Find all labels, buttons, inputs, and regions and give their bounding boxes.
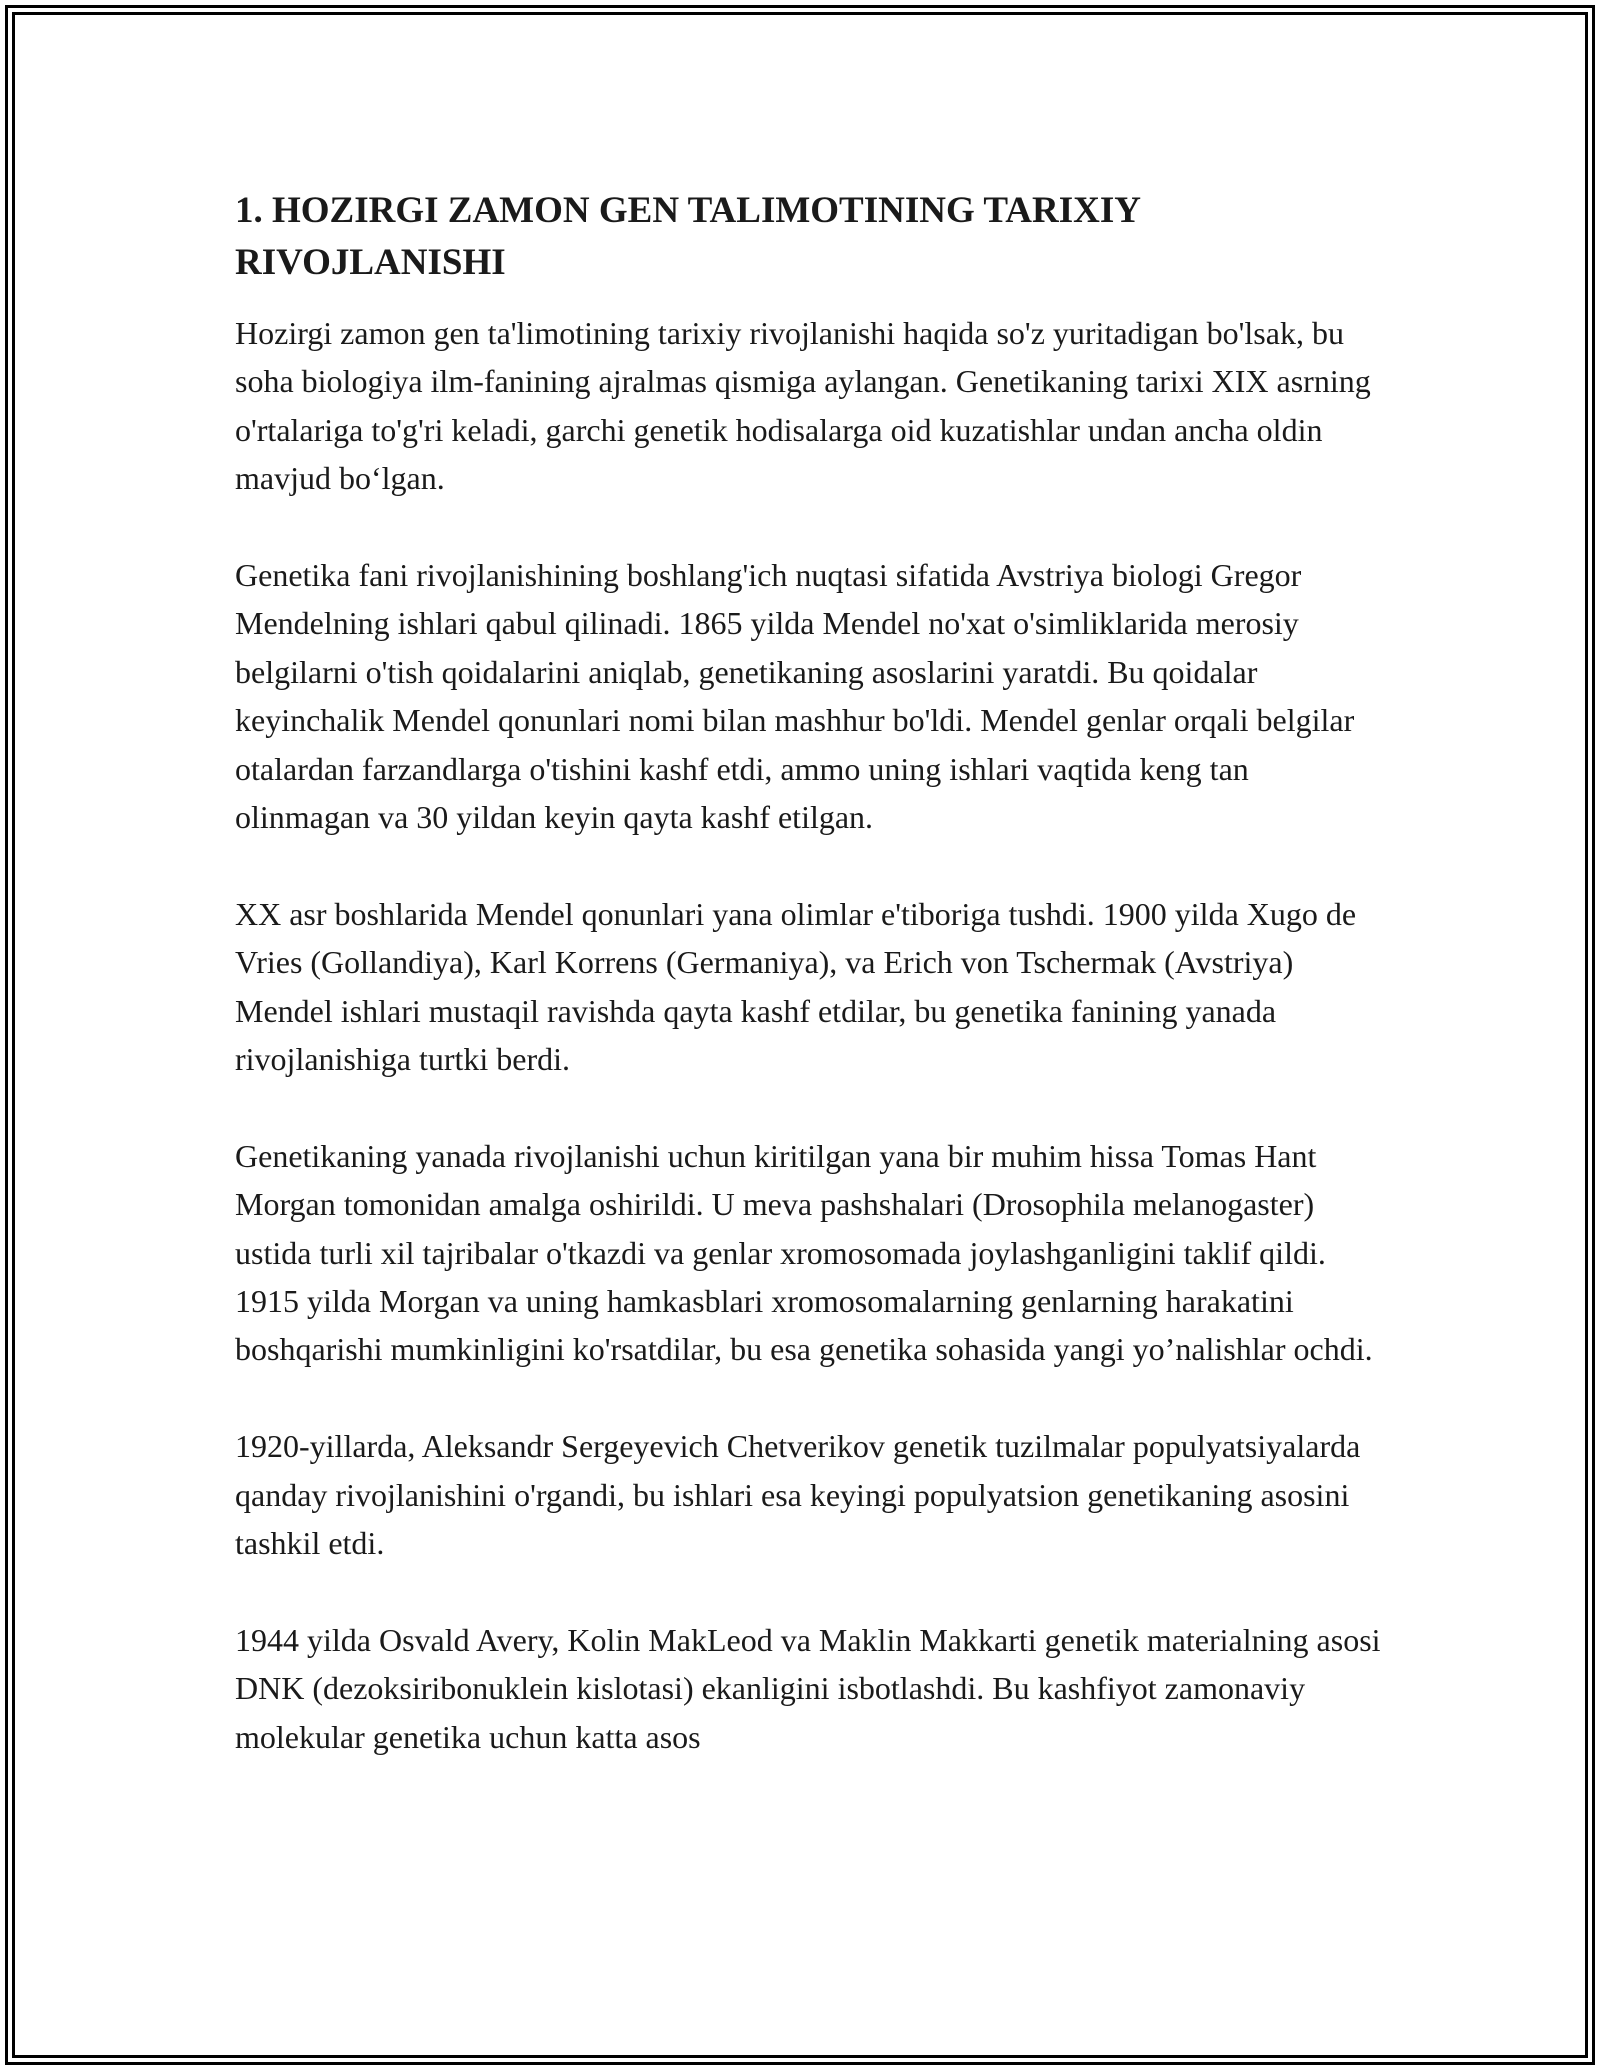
paragraph-6: 1944 yilda Osvald Avery, Kolin MakLeod va Maklin Makkarti genetik materialning asosi DNK (dezoksiribonuklein kislotasi) ekanligini isbotlashdi. Bu kashfiyot zamonaviy molekular genetika uchun katta asos [235, 1621, 1381, 1755]
paragraph-5: 1920-yillarda, Aleksandr Sergeyevich Chetverikov genetik tuzilmalar populyatsiyalarda qanday rivojlanishini o'rgandi, bu ishlari esa keyingi populyatsion genetikaning asosini tashkil etdi. [235, 1428, 1361, 1562]
paragraph-2: Genetika fani rivojlanishining boshlang'ich nuqtasi sifatida Avstriya biologi Gregor Mendelning ishlari qabul qilinadi. 1865 yilda Mendel no'xat o'simliklarida merosiy belgilarni o'tish qoidalarini aniqlab, genetikaning asoslarini yaratdi. Bu qoidalar keyinchalik Mendel qonunlari nomi bilan mashhur bo'ldi. Mendel genlar orqali belgilar otalardan farzandlarga o'tishini kashf etdi, ammo uning ishlari vaqtida keng tan olinmagan va 30 yildan keyin qayta kashf etilgan. [235, 557, 1355, 836]
document-title: 1. HOZIRGI ZAMON GEN TALIMOTINING TARIXIY RIVOJLANISHI [235, 190, 1140, 283]
paragraph-4: Genetikaning yanada rivojlanishi uchun kiritilgan yana bir muhim hissa Tomas Hant Morgan tomonidan amalga oshirildi. U meva pashshalari (Drosophila melanogaster) ustida turli xil tajribalar o'tkazdi va genlar xromosomada joylashganligini taklif qildi. 1915 yilda Morgan va uning hamkasblari xromosomalarning genlarning harakatini boshqarishi mumkinligini ko'rsatdilar, bu esa genetika sohasida yangi yo’nalishlar ochdi. [235, 1137, 1373, 1368]
paragraph-3: XX asr boshlarida Mendel qonunlari yana olimlar e'tiboriga tushdi. 1900 yilda Xugo de Vries (Gollandiya), Karl Korrens (Germaniya), va Erich von Tschermak (Avstriya) Mendel ishlari mustaqil ravishda qayta kashf etdilar, bu genetika fanining yanada rivojlanishiga turtki berdi. [235, 895, 1357, 1078]
document-body [235, 185, 1385, 1810]
paragraph-1: Hozirgi zamon gen ta'limotining tarixiy rivojlanishi haqida so'z yuritadigan bo'lsak, bu soha biologiya ilm-fanining ajralmas qismiga aylangan. Genetikaning tarixi XIX asrning o'rtalariga to'g'ri keladi, garchi genetik hodisalarga oid kuzatishlar undan ancha oldin mavjud bo‘lgan. [235, 315, 1371, 497]
